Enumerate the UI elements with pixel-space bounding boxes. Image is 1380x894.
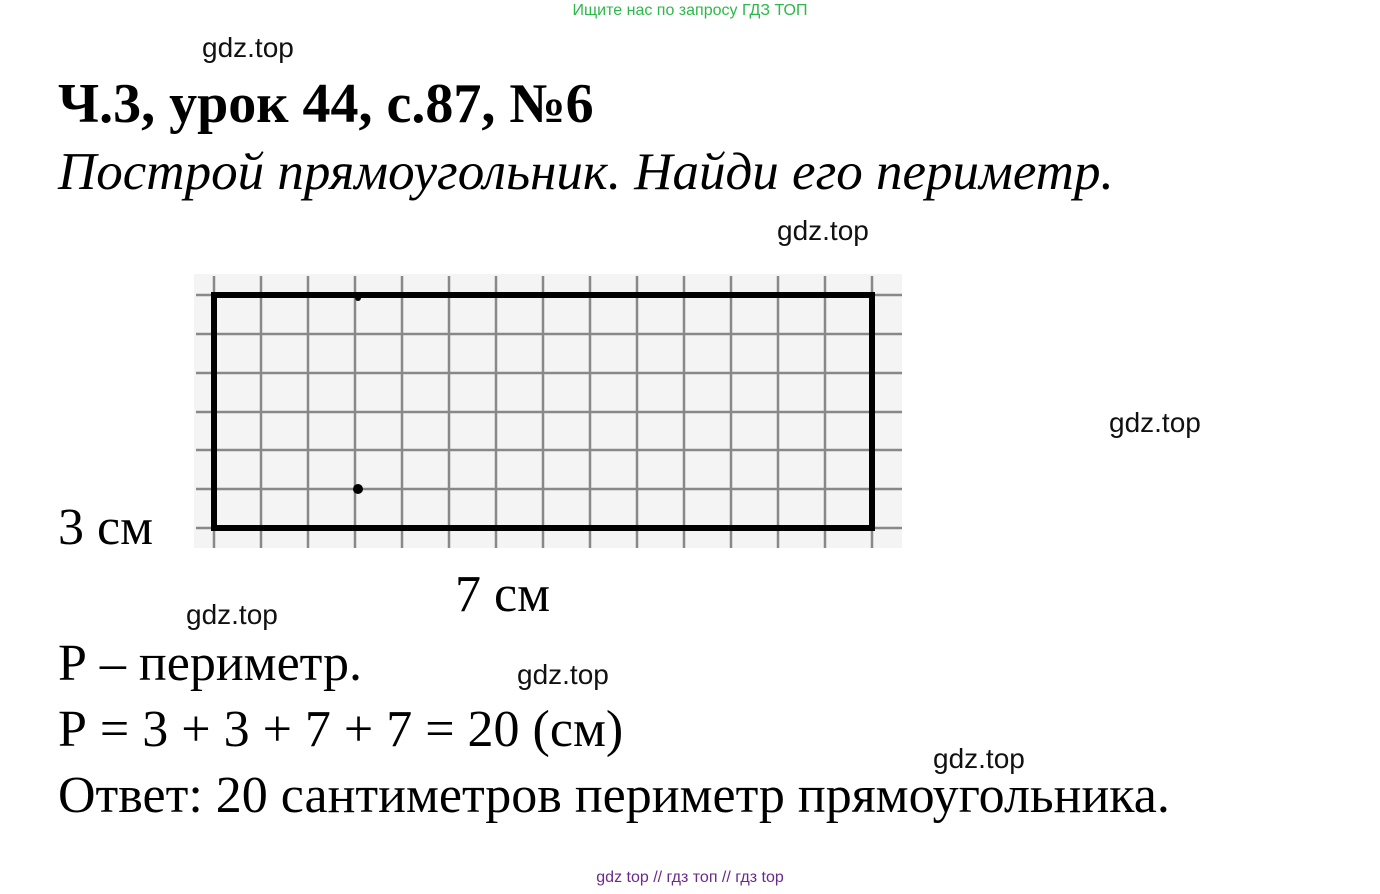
top-banner: Ищите нас по запросу ГДЗ ТОП — [572, 2, 808, 19]
watermark: gdz.top — [1109, 407, 1201, 438]
grid-dot — [353, 484, 363, 494]
perimeter-formula: Р = 3 + 3 + 7 + 7 = 20 (см) — [58, 701, 624, 758]
footer-links: gdz top // гдз топ // гдз top — [596, 869, 784, 886]
width-label: 7 см — [455, 566, 550, 623]
grid-drawing — [190, 270, 905, 552]
grid-dot — [355, 295, 361, 301]
page-title: Ч.3, урок 44, с.87, №6 — [58, 73, 594, 135]
answer-text: Ответ: 20 сантиметров периметр прямоугольника. — [58, 767, 1170, 824]
watermark: gdz.top — [517, 659, 609, 690]
task-text: Построй прямоугольник. Найди его периметр. — [58, 143, 1114, 201]
watermark: gdz.top — [933, 743, 1025, 774]
watermark: gdz.top — [777, 215, 869, 246]
height-label: 3 см — [58, 499, 153, 556]
watermark: gdz.top — [202, 32, 294, 63]
watermark: gdz.top — [186, 599, 278, 630]
perimeter-definition: Р – периметр. — [58, 635, 363, 692]
